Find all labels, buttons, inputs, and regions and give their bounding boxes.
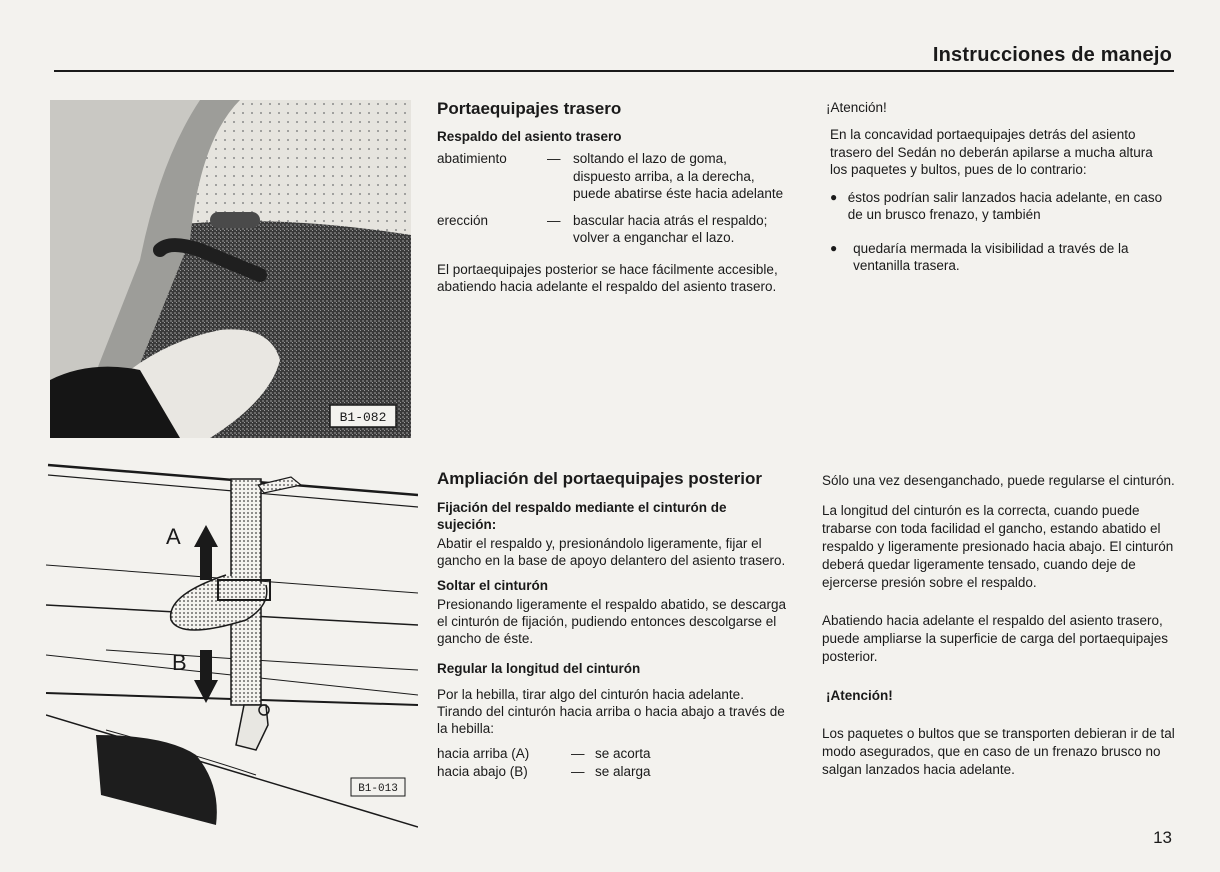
section2-sub1: Fijación del respaldo mediante el cinturón de sujeción: bbox=[437, 500, 727, 532]
section1-paragraph: El portaequipajes posterior se hace fácilmente accesible, abatiendo hacia adelante el respaldo del asiento trasero. bbox=[437, 261, 778, 294]
right2-p1: Sólo una vez desenganchado, puede regularse el cinturón. bbox=[822, 473, 1175, 488]
section2-text2: Presionando ligeramente el respaldo abatido, se descarga el cinturón de fijación, pudiendo entonces descolgarse el gancho de éste. bbox=[437, 597, 786, 646]
diagram-belt-adjustment bbox=[46, 455, 418, 835]
adjust-row bbox=[437, 745, 789, 763]
section2-text1: Abatir el respaldo y, presionándolo ligeramente, fijar el gancho en la base de apoyo delantero del asiento trasero. bbox=[437, 536, 786, 568]
section-luggage-extension bbox=[437, 469, 789, 780]
definition-dash: — bbox=[547, 212, 561, 228]
adjust-desc: se acorta bbox=[595, 746, 651, 761]
adjust-term: hacia abajo (B) bbox=[437, 763, 528, 779]
warning1-bullet bbox=[826, 189, 1171, 224]
warning1-intro: En la concavidad portaequipajes detrás del asiento trasero del Sedán no deberán apilarse a mucha altura los paquetes y bultos, pues de lo contrario: bbox=[830, 127, 1153, 177]
arrow-b-label: B bbox=[172, 650, 187, 675]
section2-title: Ampliación del portaequipajes posterior bbox=[437, 469, 762, 488]
definition-term: abatimiento bbox=[437, 151, 507, 166]
photo-illustration bbox=[50, 100, 411, 438]
page-header-title: Instrucciones de manejo bbox=[932, 44, 1172, 66]
section1-title: Portaequipajes trasero bbox=[437, 99, 622, 118]
section2-sub3: Regular la longitud del cinturón bbox=[437, 661, 641, 676]
right2-p2: La longitud del cinturón es la correcta, cuando puede trabarse con toda facilidad el gancho, estando abatido el respaldo y ligeramente presionado hacia abajo. El cinturón deberá quedar ligeramente tensado, cuando deje de ejercerse presión sobre el respaldo. bbox=[822, 502, 1174, 590]
page-number: 13 bbox=[1153, 828, 1172, 847]
arrow-a-label: A bbox=[166, 524, 181, 549]
definition-row bbox=[437, 212, 797, 247]
bullet-text: quedaría mermada la visibilidad a través de la ventanilla trasera. bbox=[853, 240, 1129, 273]
adjust-dash: — bbox=[571, 763, 585, 779]
definition-desc: bascular hacia atrás el respaldo; volver a enganchar el lazo. bbox=[573, 212, 768, 245]
definition-row bbox=[437, 150, 797, 203]
warning1-title: ¡Atención! bbox=[826, 100, 887, 115]
right2-warning-text: Los paquetes o bultos que se transporten debieran ir de tal modo asegurados, que en caso de un frenazo brusco no salgan lanzados hacia adelante. bbox=[822, 725, 1175, 777]
section2-text3: Por la hebilla, tirar algo del cinturón hacia adelante. Tirando del cinturón hacia arriba o hacia abajo a través de la hebilla: bbox=[437, 687, 785, 736]
right2-p3: Abatiendo hacia adelante el respaldo del asiento trasero, puede ampliarse la superficie de carga del portaequipajes posterior. bbox=[822, 612, 1168, 664]
warning1-bullet bbox=[826, 240, 1171, 275]
header-rule bbox=[54, 70, 1174, 72]
definition-desc: soltando el lazo de goma, dispuesto arriba, a la derecha, puede abatirse éste hacia adelante bbox=[573, 151, 784, 201]
adjust-dash: — bbox=[571, 746, 585, 761]
definition-dash: — bbox=[547, 151, 561, 166]
section1-subtitle: Respaldo del asiento trasero bbox=[437, 129, 622, 144]
bullet-dot-icon: ● bbox=[830, 240, 838, 255]
photo-seat-release bbox=[50, 100, 411, 438]
section2-sub2: Soltar el cinturón bbox=[437, 578, 549, 593]
bullet-text: éstos podrían salir lanzados hacia adelante, en caso de un brusco frenazo, y también bbox=[847, 189, 1163, 222]
bullet-dot-icon: ● bbox=[830, 189, 838, 204]
figure1-label: B1-082 bbox=[339, 410, 387, 425]
section-belt-notes bbox=[822, 472, 1182, 779]
adjust-term: hacia arriba (A) bbox=[437, 746, 530, 761]
section-rear-luggage bbox=[437, 99, 797, 295]
definition-term: erección bbox=[437, 212, 489, 228]
right2-warning-title: ¡Atención! bbox=[826, 687, 893, 703]
adjust-row bbox=[437, 763, 789, 781]
figure2-label: B1-013 bbox=[358, 783, 398, 795]
diagram-illustration bbox=[46, 455, 418, 835]
adjust-desc: se alarga bbox=[595, 763, 651, 779]
warning-box-1 bbox=[826, 99, 1171, 275]
